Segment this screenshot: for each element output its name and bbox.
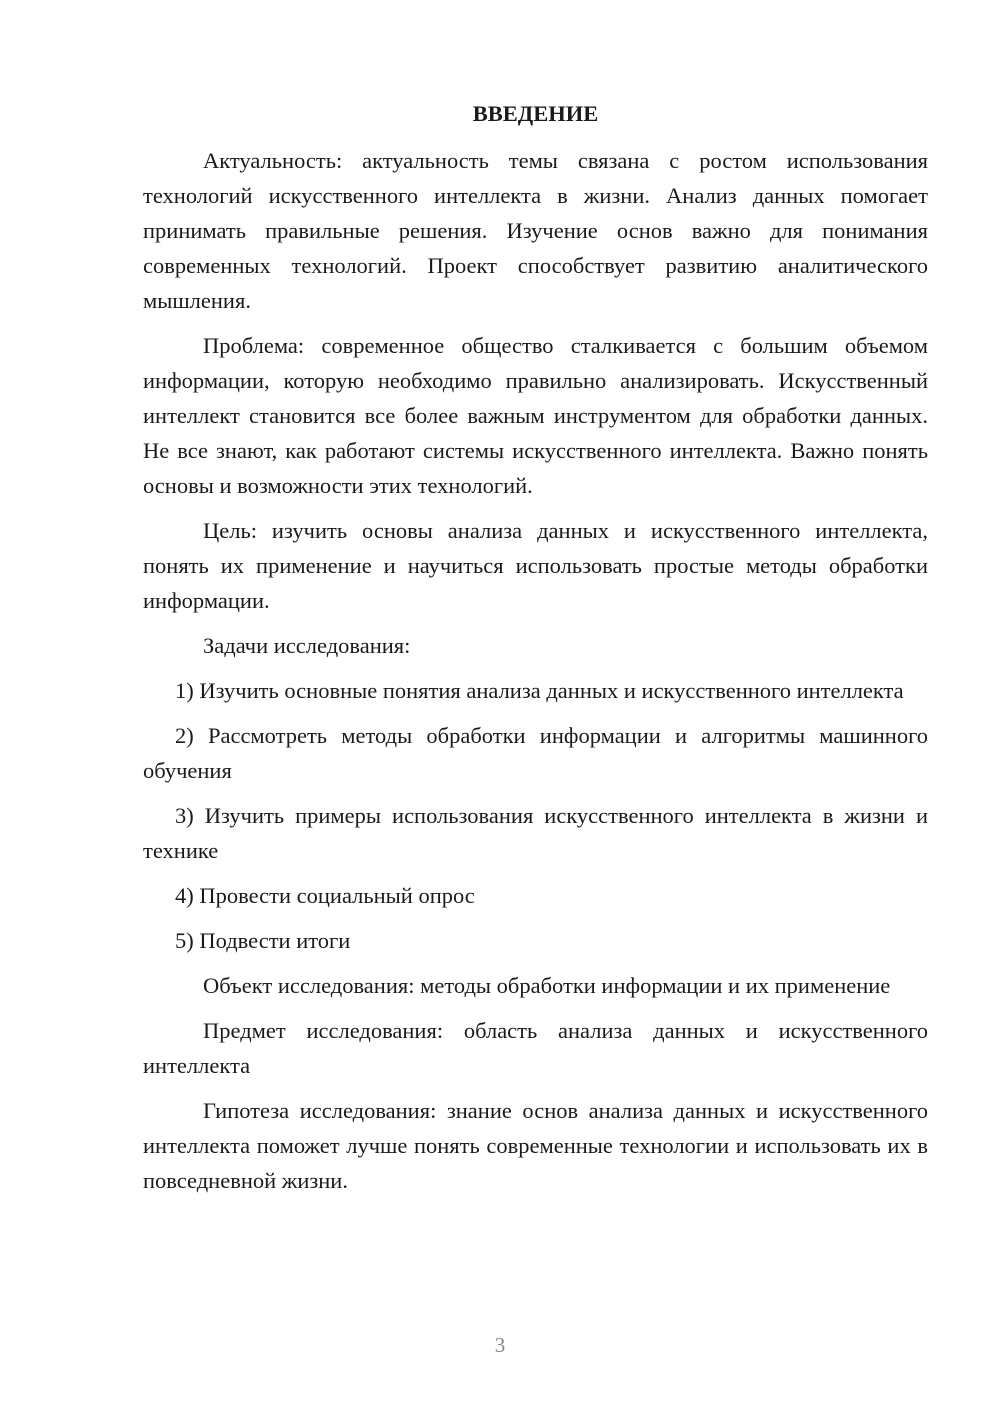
task-item: 3) Изучить примеры использования искусственного интеллекта в жизни и технике [143,803,928,863]
tasks-list [143,673,928,958]
paragraph-object: Объект исследования: методы обработки информации и их применение [203,973,891,998]
task-item: 5) Подвести итоги [175,928,351,953]
document-page [143,96,928,1198]
paragraph-problem: Проблема: современное общество сталкивается с большим объемом информации, которую необходимо правильно анализировать. Искусственный интеллект становится все более важным инструментом для обработки данных. Не все знают, как работают системы искусственного интеллекта. Важно понять основы и возможности этих технологий. [143,333,928,498]
paragraph-goal: Цель: изучить основы анализа данных и искусственного интеллекта, понять их применение и научиться использовать простые методы обработки информации. [143,518,928,613]
task-item: 1) Изучить основные понятия анализа данных и искусственного интеллекта [175,678,904,703]
page-number: 3 [494,1333,506,1357]
paragraph-hypothesis: Гипотеза исследования: знание основ анализа данных и искусственного интеллекта поможет лучше понять современные технологии и использовать их в повседневной жизни. [143,1098,928,1193]
task-item: 4) Провести социальный опрос [175,883,475,908]
paragraph-subject: Предмет исследования: область анализа данных и искусственного интеллекта [143,1018,928,1078]
paragraph-relevance: Актуальность: актуальность темы связана с ростом использования технологий искусственного интеллекта в жизни. Анализ данных помогает принимать правильные решения. Изучение основ важно для понимания современных технологий. Проект способствует развитию аналитического мышления. [143,148,928,313]
tasks-heading: Задачи исследования: [203,633,411,658]
page-title: ВВЕДЕНИЕ [472,101,599,126]
task-item: 2) Рассмотреть методы обработки информации и алгоритмы машинного обучения [143,723,928,783]
